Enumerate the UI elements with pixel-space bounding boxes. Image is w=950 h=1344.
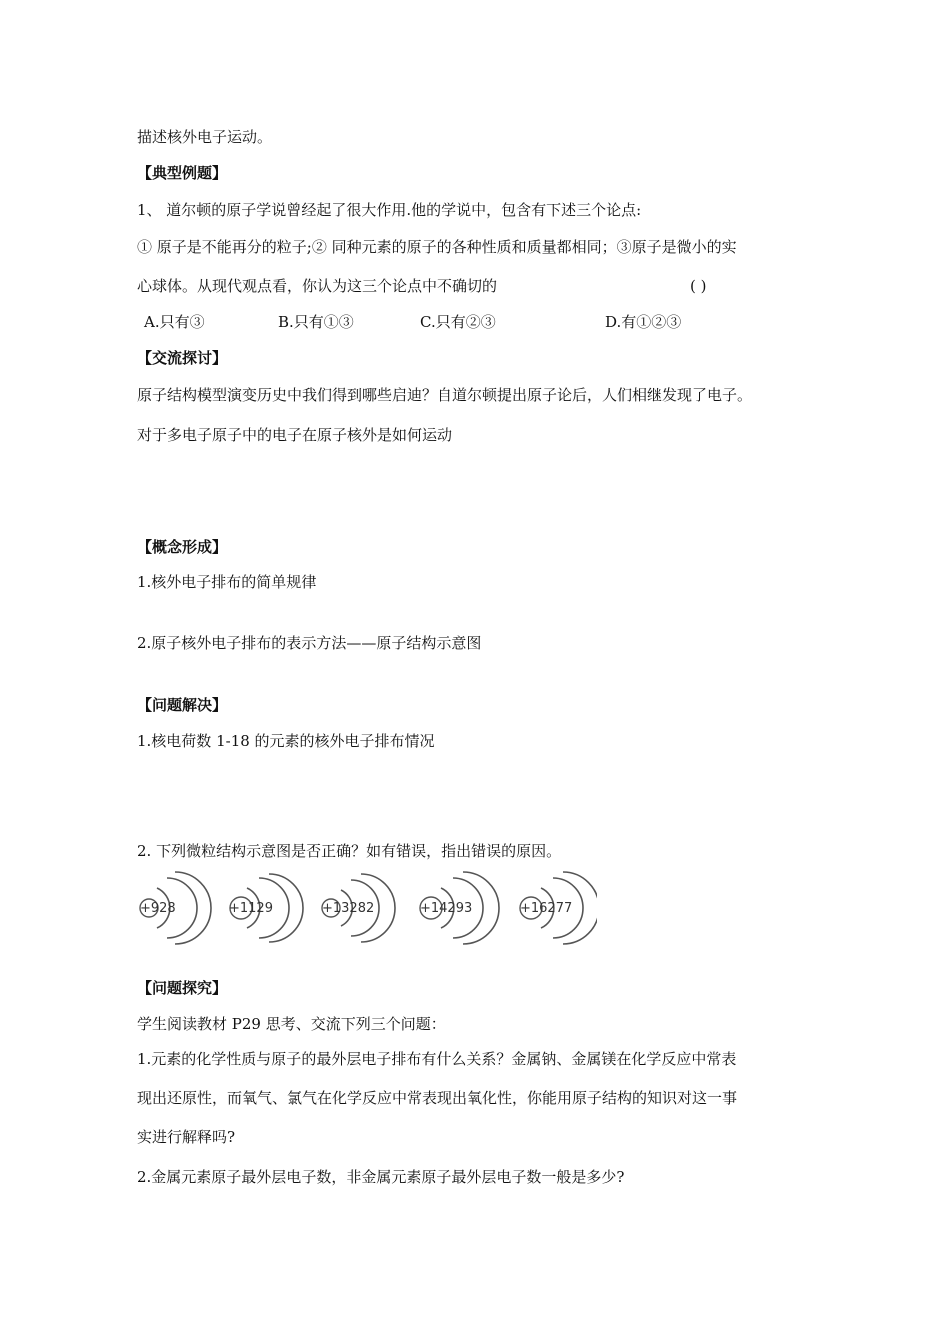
explore-q1-line-2: 现出还原性，而氧气、氯气在化学反应中常表现出氧化性，你能用原子结构的知识对这一事 (137, 1089, 738, 1107)
intro-line: 描述核外电子运动。 (137, 128, 273, 146)
question-1-line-1: 1、 道尔顿的原子学说曾经起了很大作用.他的学说中，包含有下述三个论点: (137, 201, 642, 219)
solve-item-1: 1.核电荷数 1-18 的元素的核外电子排布情况 (137, 732, 435, 750)
atom-label: +1129 (229, 901, 273, 916)
atom-label: +928 (140, 901, 176, 916)
option-b: B.只有①③ (278, 313, 354, 331)
heading-concept-formation: 【概念形成】 (137, 538, 228, 556)
explore-q2: 2.金属元素原子最外层电子数，非金属元素原子最外层电子数一般是多少? (137, 1168, 625, 1186)
atom-diagram (420, 872, 499, 944)
explore-q1-line-1: 1.元素的化学性质与原子的最外层电子排布有什么关系？金属钠、金属镁在化学反应中常表 (137, 1050, 737, 1068)
atom-diagram (140, 872, 211, 944)
heading-problem-exploration: 【问题探究】 (137, 979, 228, 997)
heading-discussion: 【交流探讨】 (137, 349, 228, 367)
explore-intro: 学生阅读教材 P29 思考、交流下列三个问题： (137, 1015, 446, 1033)
atom-label: +13282 (322, 901, 375, 916)
option-c: C.只有②③ (420, 313, 496, 331)
concept-item-1: 1.核外电子排布的简单规律 (137, 573, 317, 591)
explore-q1-line-3: 实进行解释吗? (137, 1128, 236, 1146)
solve-item-2: 2. 下列微粒结构示意图是否正确？如有错误，指出错误的原因。 (137, 842, 562, 860)
question-1-line-3: 心球体。从现代观点看，你认为这三个论点中不确切的 (137, 277, 498, 295)
answer-parentheses: ( ) (690, 277, 707, 295)
option-a: A.只有③ (144, 313, 205, 331)
atom-diagram (322, 874, 395, 942)
option-d: D.有①②③ (605, 313, 682, 331)
concept-item-2: 2.原子核外电子排布的表示方法——原子结构示意图 (137, 634, 482, 652)
question-1-line-2: ① 原子是不能再分的粒子;② 同种元素的原子的各种性质和质量都相同；③原子是微小的实 (137, 238, 737, 256)
atom-diagram (520, 872, 597, 944)
atom-structure-diagrams (137, 866, 597, 948)
atom-label: +14293 (420, 901, 473, 916)
heading-typical-examples: 【典型例题】 (137, 164, 228, 182)
heading-problem-solving: 【问题解决】 (137, 696, 228, 714)
discussion-line-2: 对于多电子原子中的电子在原子核外是如何运动 (137, 426, 453, 444)
discussion-line-1: 原子结构模型演变历史中我们得到哪些启迪？自道尔顿提出原子论后，人们相继发现了电子。 (137, 386, 753, 404)
atom-diagram (229, 874, 303, 942)
atom-label: +16277 (520, 901, 573, 916)
